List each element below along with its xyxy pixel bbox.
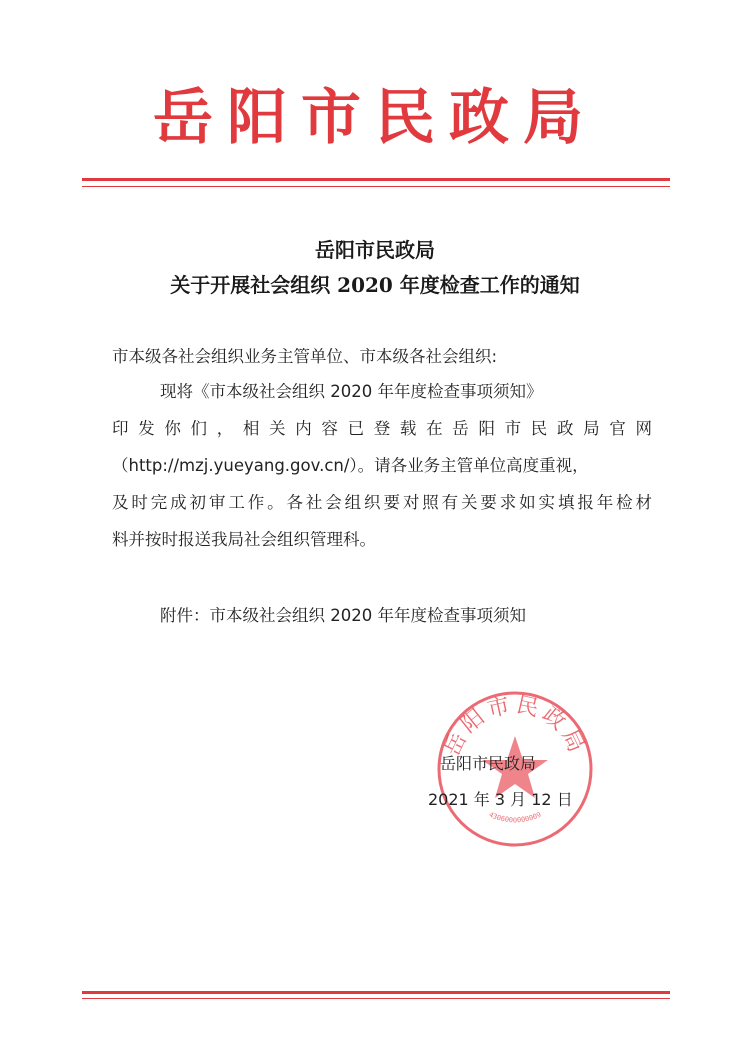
- svg-text:4306000000009: [488, 811, 543, 825]
- seal-number: 4306000000009: [487, 810, 543, 825]
- body-paragraph: [112, 384, 652, 569]
- signature-org: 岳阳市民政局: [440, 754, 537, 773]
- body-line: 印发你们，相关内容已登载在岳阳市民政局官网: [112, 419, 652, 438]
- signature-date: 2021 年 3 月 12 日: [428, 790, 573, 809]
- letterhead-divider-thin: [82, 186, 670, 187]
- letterhead-title: 岳阳市民政局: [153, 83, 597, 153]
- body-line: 及时完成初审工作。各社会组织要对照有关要求如实填报年检材: [112, 493, 652, 512]
- seal-text: 岳阳市民政局: [439, 692, 591, 760]
- body-line: 现将《市本级社会组织 2020 年年度检查事项须知》: [160, 382, 543, 401]
- body-line: 料并按时报送我局社会组织管理科。: [112, 530, 376, 549]
- body-line: （http://mzj.yueyang.gov.cn/）。请各业务主管单位高度重视，: [112, 456, 589, 475]
- footer-divider-thick: [82, 991, 670, 994]
- letterhead-divider-thick: [82, 178, 670, 181]
- footer-divider-thin: [82, 998, 670, 999]
- notice-title-line2: 关于开展社会组织 2020 年度检查工作的通知: [170, 273, 580, 297]
- attachment-note: 附件：市本级社会组织 2020 年年度检查事项须知: [160, 606, 526, 625]
- salutation: 市本级各社会组织业务主管单位、市本级各社会组织:: [112, 347, 498, 366]
- notice-title-line1: 岳阳市民政局: [315, 238, 435, 262]
